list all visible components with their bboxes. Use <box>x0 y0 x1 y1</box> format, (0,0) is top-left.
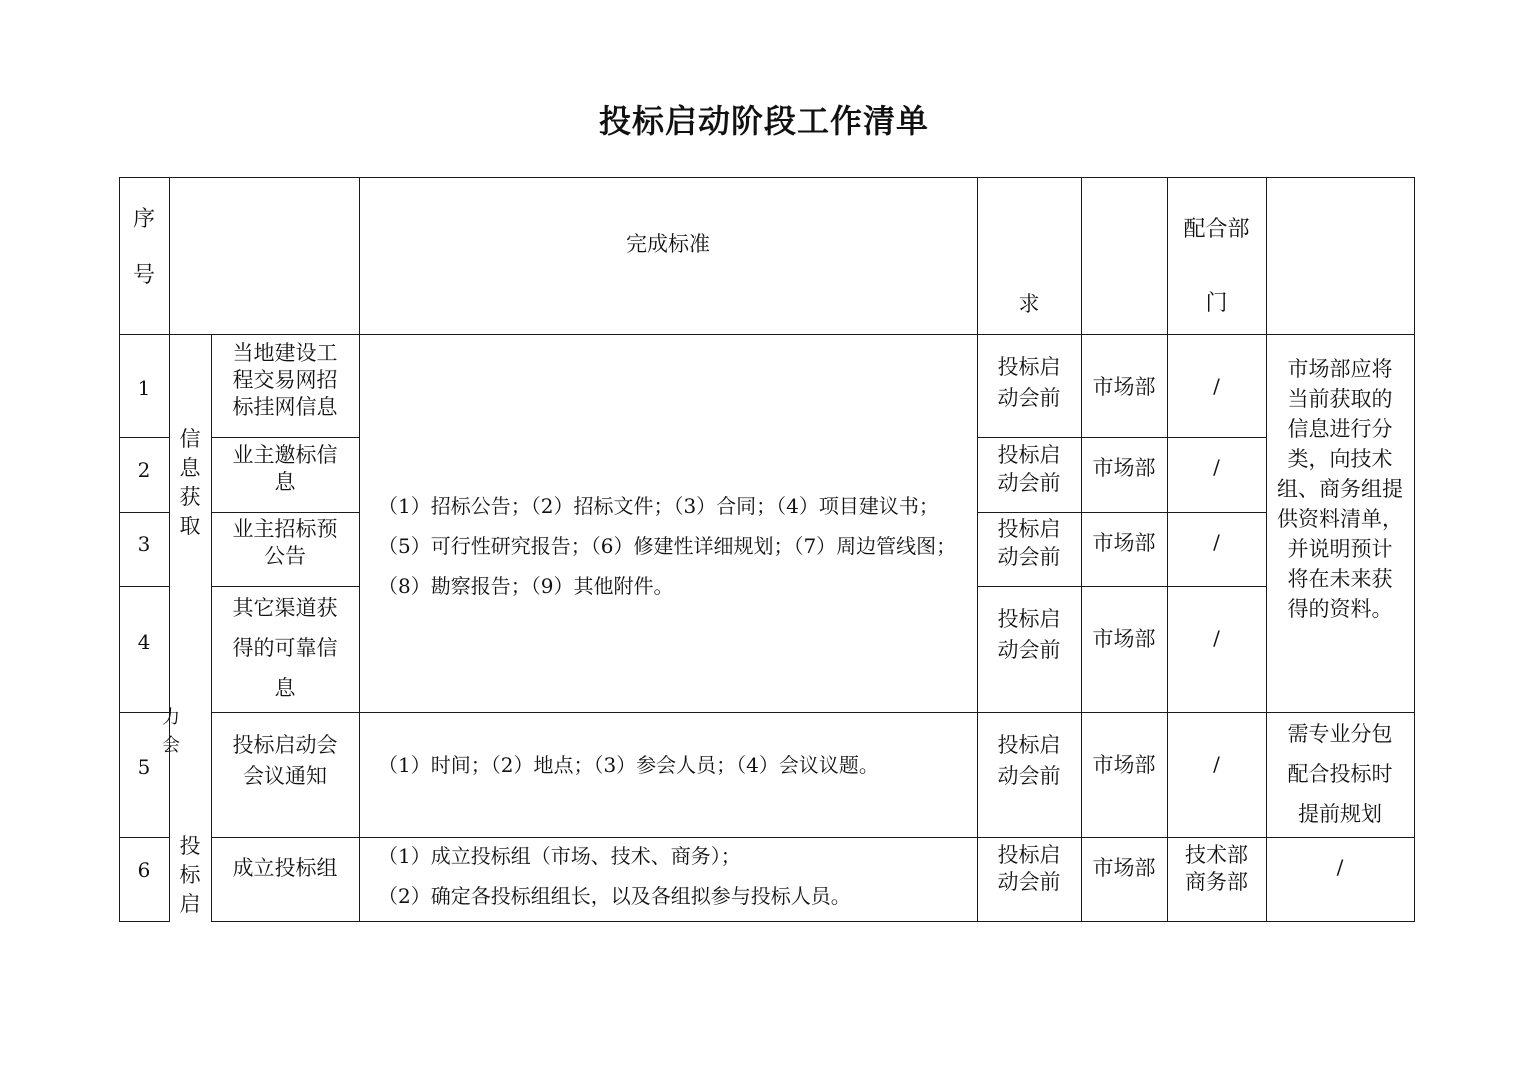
row-1-coop: / <box>1213 374 1220 398</box>
row-6-time: 投标启 动会前 <box>997 843 1061 894</box>
row-2-number: 2 <box>137 458 151 482</box>
note-team: / <box>1336 855 1344 879</box>
row-2-item: 业主邀标信 息 <box>232 443 338 494</box>
row-2-dept: 市场部 <box>1092 456 1156 480</box>
row-3-coop: / <box>1213 530 1220 554</box>
note-info: 市场部应将 当前获取的 信息进行分 类，向技术 组、商务组提 供资料清单， 并说明预计 将在未来获 得的资料。 <box>1277 357 1403 621</box>
group-label-bid-start: 投 标 启 <box>179 834 201 916</box>
row-4-item: 其它渠道获 得的可靠信 息 <box>232 596 338 700</box>
note-meeting: 需专业分包 配合投标时 提前规划 <box>1287 722 1393 826</box>
row-1-time: 投标启 动会前 <box>997 355 1061 410</box>
row-1-item: 当地建设工 程交易网招 标挂网信息 <box>232 341 338 419</box>
row-5-number: 5 <box>137 755 151 779</box>
row-4-time: 投标启 动会前 <box>997 607 1061 662</box>
row-2-time: 投标启 动会前 <box>997 443 1061 495</box>
standard-info-docs: （1）招标公告；（2）招标文件；（3）合同；（4）项目建议书； （5）可行性研究报告；（6）修建性详细规划；（7）周边管线图； （8）勘察报告；（9）其他附件。 <box>378 494 957 598</box>
row-5-time: 投标启 动会前 <box>997 733 1061 788</box>
row-1-number: 1 <box>137 376 151 400</box>
row-3-time: 投标启 动会前 <box>997 517 1061 569</box>
row-6-number: 6 <box>137 858 151 882</box>
row-5-item: 投标启动会 会议通知 <box>232 733 338 788</box>
row-5-dept: 市场部 <box>1092 753 1156 777</box>
header-coop-dept: 配合部 门 <box>1183 217 1250 316</box>
header-requirement: 求 <box>1018 292 1040 316</box>
group-label-info: 信 息 获 取 <box>179 427 201 538</box>
row-3-dept: 市场部 <box>1092 531 1156 555</box>
row-5-coop: / <box>1213 752 1220 776</box>
row-4-coop: / <box>1213 626 1220 650</box>
standard-meeting: （1）时间；（2）地点；（3）参会人员；（4）会议议题。 <box>378 753 879 777</box>
row-3-item: 业主招标预 公告 <box>232 517 338 568</box>
header-seq: 序 号 <box>132 207 155 288</box>
row-6-dept: 市场部 <box>1092 856 1156 880</box>
row-1-dept: 市场部 <box>1092 375 1156 399</box>
row-3-number: 3 <box>137 532 151 556</box>
row-2-coop: / <box>1213 455 1220 479</box>
row-4-dept: 市场部 <box>1092 627 1156 651</box>
row-6-item: 成立投标组 <box>232 856 338 880</box>
standard-team: （1）成立投标组（市场、技术、商务）； （2）确定各投标组组长，以及各组拟参与投标人员。 <box>378 844 851 908</box>
page-title: 投标启动阶段工作清单 <box>598 102 929 140</box>
row-6-coop: 技术部 商务部 <box>1185 843 1248 894</box>
group-label-fragment: 力 会 <box>162 707 180 756</box>
row-4-number: 4 <box>137 630 151 654</box>
header-standard: 完成标准 <box>626 232 710 256</box>
